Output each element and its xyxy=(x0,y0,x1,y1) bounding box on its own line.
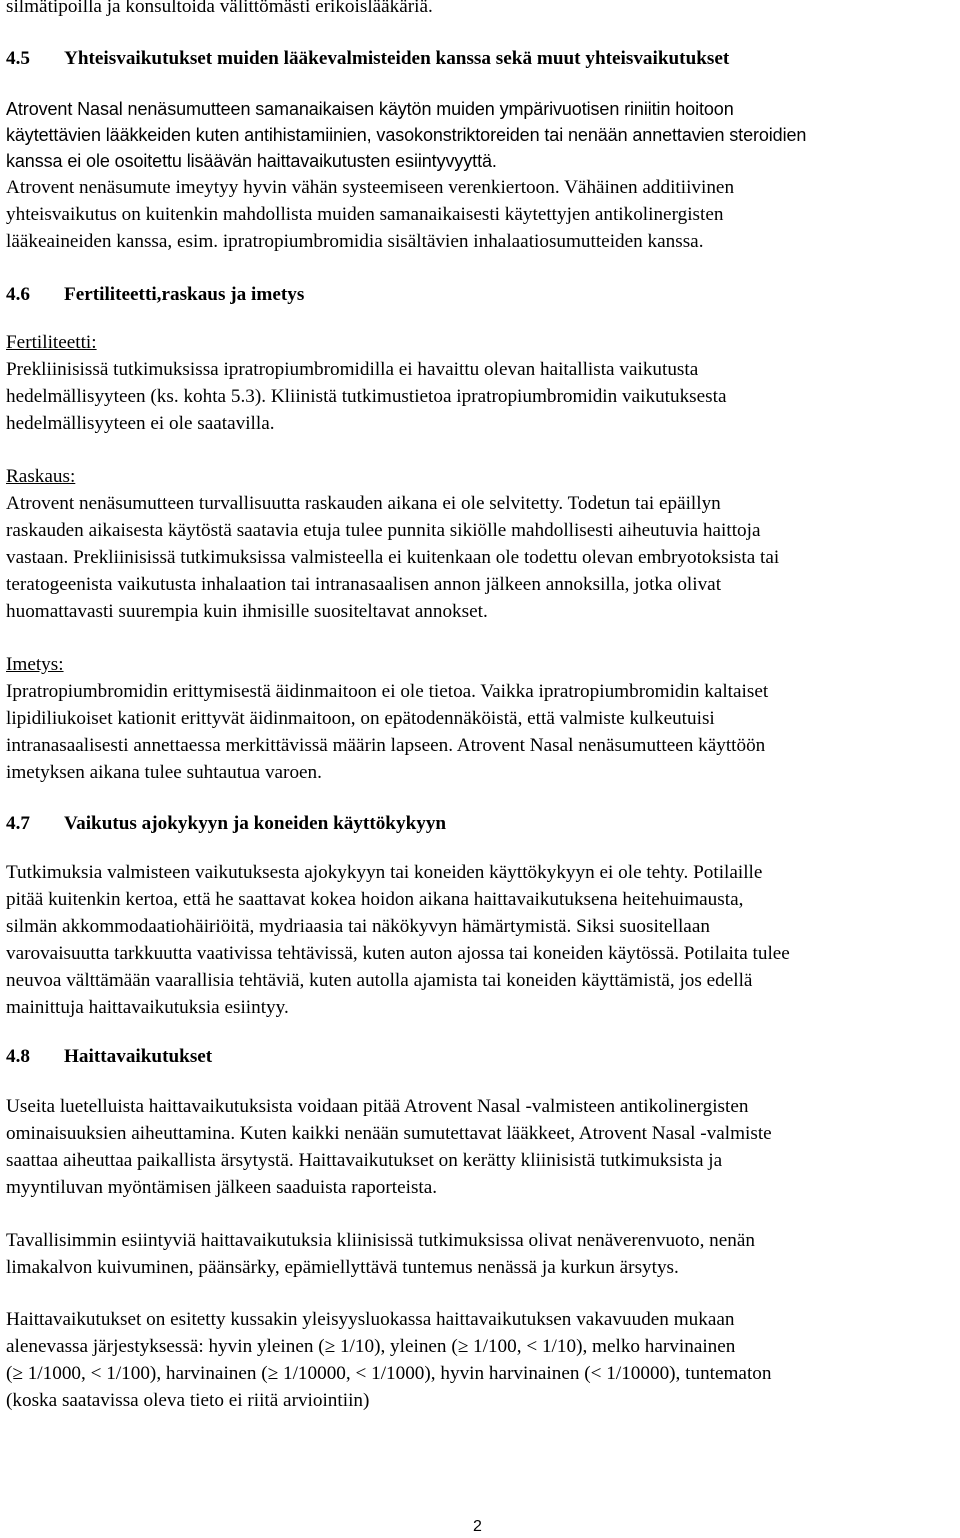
paragraph-line: hedelmällisyyteen (ks. kohta 5.3). Kliinistä tutkimustietoa ipratropiumbromidin vaikutuksesta xyxy=(6,386,727,407)
paragraph-line: neuvoa välttämään vaarallisia tehtäviä, kuten autolla ajamista tai koneiden käyttämistä, jos edellä xyxy=(6,970,753,991)
paragraph-line: ominaisuuksien aiheuttamina. Kuten kaikki nenään sumutettavat lääkkeet, Atrovent Nasal -valmiste xyxy=(6,1123,772,1144)
paragraph-line: myyntiluvan myöntämisen jälkeen saaduista raporteista. xyxy=(6,1177,438,1198)
section-number: 4.6 xyxy=(6,284,30,305)
paragraph-line: Prekliinisissä tutkimuksissa ipratropiumbromidilla ei havaittu olevan haitallista vaikutusta xyxy=(6,359,699,380)
paragraph-line: pitää kuitenkin kertoa, että he saattavat kokea hoidon aikana haittavaikutuksena heitehuimausta, xyxy=(6,889,744,910)
section-number: 4.5 xyxy=(6,48,30,69)
paragraph-line: teratogeenista vaikutusta inhalaation tai intranasaalisen annon jälkeen annoksilla, jotka olivat xyxy=(6,574,722,595)
paragraph-line: vastaan. Prekliinisissä tutkimuksissa valmisteella ei kuitenkaan ole todettu olevan embryotoksista tai xyxy=(6,547,780,568)
subheading-pregnancy: Raskaus: xyxy=(6,466,76,487)
paragraph-line: Tutkimuksia valmisteen vaikutuksesta ajokykyyn tai koneiden käyttökykyyn ei ole tehty. Potilaille xyxy=(6,862,763,883)
paragraph-line: huomattavasti suurempia kuin ihmisille suositeltavat annokset. xyxy=(6,601,488,622)
paragraph-line: silmän akkommodaatiohäiriöitä, mydriaasia tai näkökyvyn hämärtymistä. Siksi suositellaan xyxy=(6,916,710,937)
paragraph-line: Tavallisimmin esiintyviä haittavaikutuksia kliinisissä tutkimuksissa olivat nenäverenvuoto, nenän xyxy=(6,1230,755,1251)
paragraph-line: intranasaalisesti annettaessa merkittävissä määrin lapseen. Atrovent Nasal nenäsumutteen käyttöön xyxy=(6,735,766,756)
section-title: Fertiliteetti,raskaus ja imetys xyxy=(64,284,305,305)
section-title: Yhteisvaikutukset muiden lääkevalmisteiden kanssa sekä muut yhteisvaikutukset xyxy=(64,48,730,69)
section-heading-4-7 xyxy=(6,811,446,837)
section-number: 4.7 xyxy=(6,813,30,834)
paragraph-line: alenevassa järjestyksessä: hyvin yleinen (≥ 1/10), yleinen (≥ 1/100, < 1/10), melko harvinainen xyxy=(6,1336,736,1357)
subheading-fertility: Fertiliteetti: xyxy=(6,332,97,353)
paragraph-line: lääkeaineiden kanssa, esim. ipratropiumbromidia sisältävien inhalaatiosumutteiden kanssa. xyxy=(6,231,704,252)
subheading-lactation: Imetys: xyxy=(6,654,64,675)
paragraph-line: Useita luetelluista haittavaikutuksista voidaan pitää Atrovent Nasal -valmisteen antikolinergisten xyxy=(6,1096,749,1117)
section-heading-4-6 xyxy=(6,282,304,308)
paragraph-line: saattaa aiheuttaa paikallista ärsytystä. Haittavaikutukset on kerätty kliinisistä tutkimuksista ja xyxy=(6,1150,723,1171)
intro-line: silmätipoilla ja konsultoida välittömästi erikoislääkäriä. xyxy=(6,0,433,17)
paragraph-line: imetyksen aikana tulee suhtautua varoen. xyxy=(6,762,322,783)
paragraph-line: (≥ 1/1000, < 1/100), harvinainen (≥ 1/10000, < 1/1000), hyvin harvinainen (< 1/10000), tuntematon xyxy=(6,1363,772,1384)
paragraph-line: Ipratropiumbromidin erittymisestä äidinmaitoon ei ole tietoa. Vaikka ipratropiumbromidin kaltaiset xyxy=(6,681,769,702)
paragraph-line: Haittavaikutukset on esitetty kussakin yleisyysluokassa haittavaikutuksen vakavuuden mukaan xyxy=(6,1309,735,1330)
paragraph-line: varovaisuutta tarkkuutta vaativissa tehtävissä, kuten auton ajossa tai koneiden käytössä. Potilaita tulee xyxy=(6,943,790,964)
paragraph-line: hedelmällisyyteen ei ole saatavilla. xyxy=(6,413,275,434)
paragraph-line: raskauden aikaisesta käytöstä saatavia etuja tulee punnita sikiölle mahdollisesti aiheutuvia haittoja xyxy=(6,520,761,541)
paragraph-line: käytettävien lääkkeiden kuten antihistamiinien, vasokonstriktoreiden tai nenään annettavien steroidien xyxy=(6,125,807,145)
section-heading-4-5 xyxy=(6,46,729,72)
section-number: 4.8 xyxy=(6,1046,30,1067)
section-title: Vaikutus ajokykyyn ja koneiden käyttökykyyn xyxy=(64,813,447,834)
paragraph-line: Atrovent nenäsumute imeytyy hyvin vähän systeemiseen verenkiertoon. Vähäinen additiivinen xyxy=(6,177,735,198)
paragraph-line: (koska saatavissa oleva tieto ei riitä arviointiin) xyxy=(6,1390,370,1411)
paragraph-line: mainittuja haittavaikutuksia esiintyy. xyxy=(6,997,289,1018)
paragraph-line: Atrovent Nasal nenäsumutteen samanaikaisen käytön muiden ympärivuotisen riniitin hoitoon xyxy=(6,99,734,119)
paragraph-line: Atrovent nenäsumutteen turvallisuutta raskauden aikana ei ole selvitetty. Todetun tai epäillyn xyxy=(6,493,721,514)
paragraph-line: limakalvon kuivuminen, päänsärky, epämiellyttävä tuntemus nenässä ja kurkun ärsytys. xyxy=(6,1257,679,1278)
page-number: 2 xyxy=(473,1518,482,1535)
section-title: Haittavaikutukset xyxy=(64,1046,213,1067)
paragraph-line: kanssa ei ole osoitettu lisäävän haittavaikutusten esiintyvyyttä. xyxy=(6,151,497,171)
paragraph-line: lipidiliukoiset kationit erittyvät äidinmaitoon, on epätodennäköistä, että valmiste kulkeutuisi xyxy=(6,708,715,729)
paragraph-line: yhteisvaikutus on kuitenkin mahdollista muiden samanaikaisesti käytettyjen antikolinergisten xyxy=(6,204,724,225)
section-heading-4-8 xyxy=(6,1044,212,1070)
